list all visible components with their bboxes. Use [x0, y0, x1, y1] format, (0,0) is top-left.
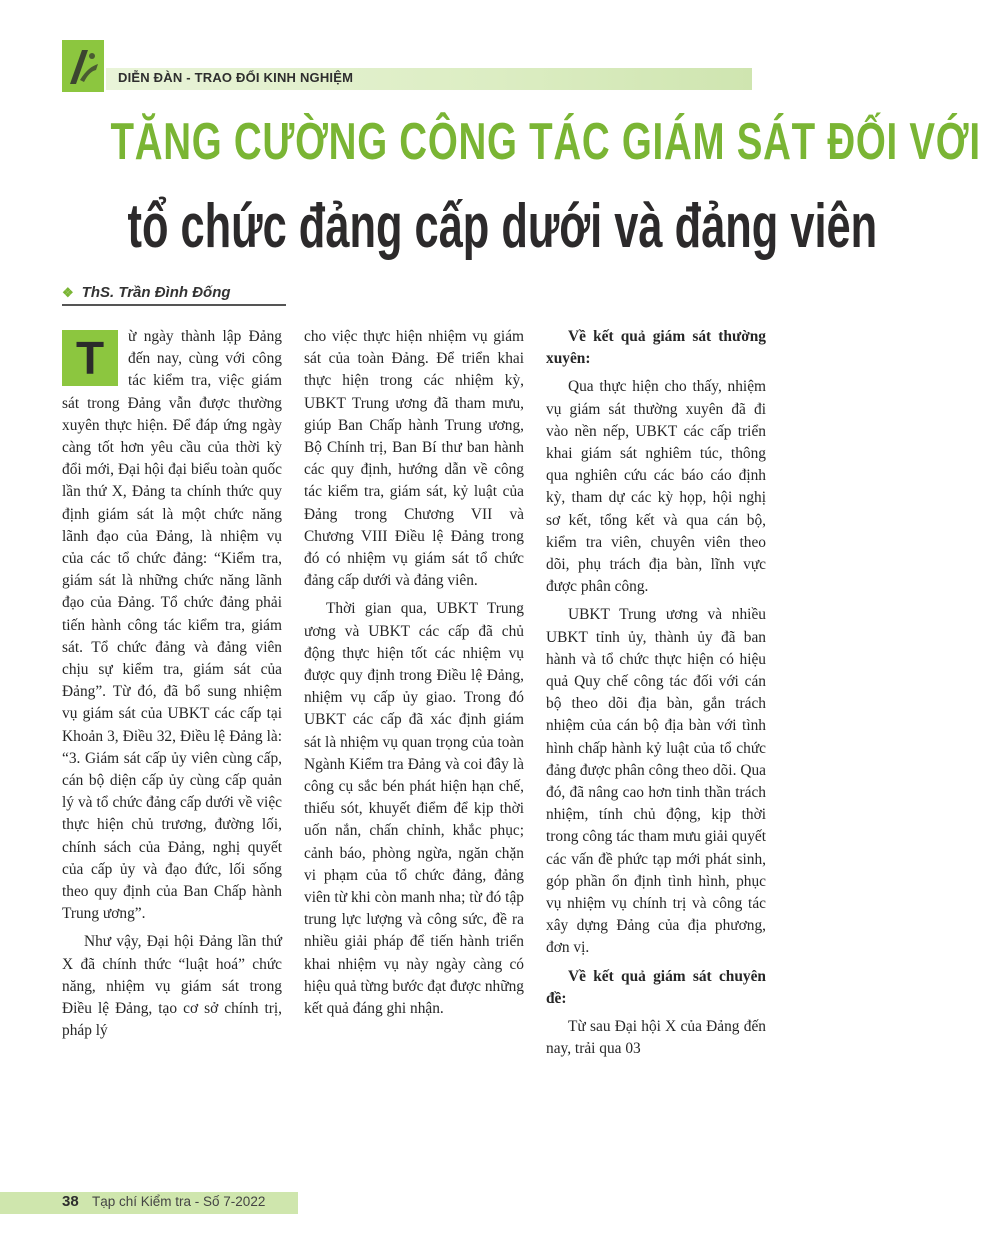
subheading: Về kết quả giám sát chuyên đề:	[546, 967, 766, 1007]
article-title-line2: tổ chức đảng cấp dưới và đảng viên	[127, 192, 878, 261]
section-label: DIỄN ĐÀN - TRAO ĐỔI KINH NGHIỆM	[118, 70, 354, 85]
paragraph	[62, 326, 282, 925]
section-band	[106, 68, 752, 90]
paragraph: Như vậy, Đại hội Đảng lần thứ X đã chính thức “luật hoá” chức năng, nhiệm vụ giám sát trong Điều lệ Đảng, tạo cơ sở chính trị, pháp lý	[62, 933, 282, 1040]
section-header	[62, 40, 752, 96]
paragraph: Qua thực hiện cho thấy, nhiệm vụ giám sát thường xuyên đã đi vào nền nếp, UBKT các cấp triển khai giám sát nghiêm túc, thông qua nghiên cứu các báo cáo định kỳ, tham dự các kỳ họp, hội nghị sơ kết, tổng kết và qua cán bộ, kiểm tra viên, chuyên viên theo dõi, phụ trách địa bàn, lĩnh vực được phân công.	[546, 378, 766, 596]
author-name: ThS. Trần Đình Đống	[81, 284, 231, 301]
journal-name: Tạp chí Kiểm tra - Số 7-2022	[92, 1194, 266, 1209]
article-title-line1: TĂNG CƯỜNG CÔNG TÁC GIÁM SÁT ĐỐI VỚI	[110, 113, 981, 171]
diamond-bullet-icon: ❖	[62, 285, 74, 300]
text-column-1	[62, 326, 282, 1049]
page-number: 38	[62, 1193, 79, 1210]
paragraph: Thời gian qua, UBKT Trung ương và UBKT các cấp đã chủ động thực hiện tốt các nhiệm vụ được quy định trong Điều lệ Đảng, nhiệm vụ cấp ủy giao. Trong đó UBKT các cấp đã xác định giám sát là nhiệm vụ quan trọng của toàn Ngành Kiểm tra Đảng và coi đây là công cụ sắc bén phát hiện hạn chế, thiếu sót, khuyết điểm để kịp thời uốn nắn, chấn chỉnh, khắc phục; cảnh báo, phòng ngừa, ngăn chặn vi phạm của tổ chức đảng, đảng viên từ khi còn manh nha; từ đó tập trung lực lượng và công sức, đề ra nhiều giải pháp để tiến hành triển khai nhiệm vụ này ngày càng có hiệu quả từng bước đạt được những kết quả đáng ghi nhận.	[304, 600, 524, 1018]
text-column-2	[304, 326, 524, 1026]
paragraph: Từ sau Đại hội X của Đảng đến nay, trải qua 03	[546, 1018, 766, 1058]
subheading: Về kết quả giám sát thường xuyên:	[546, 328, 766, 368]
author-underline	[62, 304, 286, 306]
paragraph: cho việc thực hiện nhiệm vụ giám sát của toàn Đảng. Để triển khai thực hiện trong các nhiệm kỳ, UBKT Trung ương đã tham mưu, giúp Ban Chấp hành Trung ương, Bộ Chính trị, Ban Bí thư ban hành các quy định, hướng dẫn về công tác kiểm tra, giám sát, kỷ luật của Đảng trong Chương VII và Chương VIII Điều lệ Đảng trong đó có nhiệm vụ giám sát tổ chức đảng cấp dưới và đảng viên.	[304, 328, 524, 590]
party-emblem-icon	[62, 40, 104, 92]
drop-cap-letter: T	[75, 332, 105, 384]
text-column-3	[546, 326, 766, 1067]
author-byline	[62, 284, 231, 301]
drop-cap	[62, 330, 118, 386]
paragraph-text: ừ ngày thành lập Đảng đến nay, cùng với công tác kiểm tra, việc giám sát trong Đảng vẫn được thường xuyên thực hiện. Để đáp ứng ngày càng tốt hơn yêu cầu của thời kỳ đổi mới, Đại hội đại biểu toàn quốc lần thứ X, Đảng ta chính thức quy định giám sát là một chức năng lãnh đạo của Đảng, là nhiệm vụ của các tổ chức đảng: “Kiểm tra, giám sát là những chức năng lãnh đạo của Đảng. Tổ chức đảng phải tiến hành công tác kiểm tra, giám sát. Tổ chức đảng và đảng viên chịu sự kiểm tra, giám sát của Đảng”. Từ đó, đã bổ sung nhiệm vụ giám sát của UBKT các cấp tại Khoản 3, Điều 32, Điều lệ Đảng là: “3. Giám sát cấp ủy viên cùng cấp, cán bộ diện cấp ủy cùng cấp quản lý và tổ chức đảng cấp dưới về việc thực hiện chủ trương, đường lối, chính sách của Đảng, nghị quyết của cấp ủy và đạo đức, lối sống theo quy định của Ban Chấp hành Trung ương”.	[62, 328, 282, 923]
page-footer	[0, 1192, 300, 1220]
paragraph: UBKT Trung ương và nhiều UBKT tỉnh ủy, thành ủy đã ban hành và tổ chức thực hiện có hiệu quả Quy chế công tác đối với cán bộ theo dõi địa bàn, gắn trách nhiệm của cán bộ địa bàn với tình hình chấp hành kỷ luật của tổ chức đảng được phân công theo dõi. Qua đó, đã nâng cao hơn tinh thần trách nhiệm, tính chủ động, kịp thời trong công tác tham mưu giải quyết các vấn đề phức tạp mới phát sinh, góp phần ổn định tình hình, phục vụ nhiệm vụ chính trị và công tác xây dựng Đảng của địa phương, đơn vị.	[546, 606, 766, 957]
